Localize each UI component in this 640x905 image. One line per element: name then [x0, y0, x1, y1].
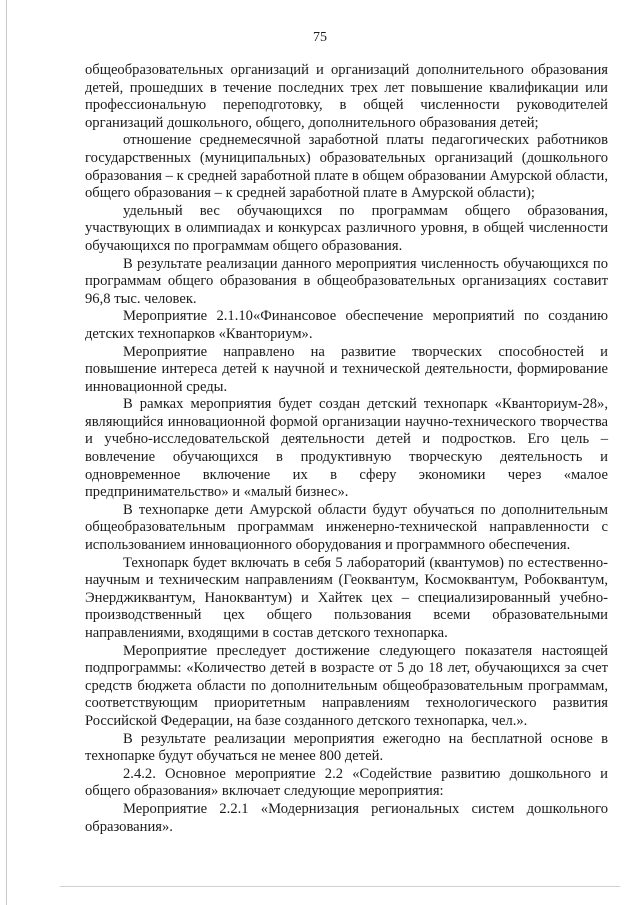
paragraph: В результате реализации мероприятия ежегодно на бесплатной основе в технопарке будут обучаться не менее 800 детей.: [85, 730, 608, 765]
paragraph: общеобразовательных организаций и организаций дополнительного образования детей, прошедших в течение последних трех лет повышение квалификации или профессиональную переподготовку, в общей численности руководителей организаций дошкольного, общего, дополнительного образования детей;: [85, 62, 608, 131]
document-body: [85, 62, 608, 836]
paragraph: В технопарке дети Амурской области будут обучаться по дополнительным общеобразовательным программам инженерно-технической направленности с использованием инновационного оборудования и программного обеспечения.: [85, 501, 608, 554]
paragraph: В результате реализации данного мероприятия численность обучающихся по программам общего образования в общеобразовательных организациях составит 96,8 тыс. человек.: [85, 255, 608, 307]
paragraph: 2.4.2. Основное мероприятие 2.2 «Содействие развитию дошкольного и общего образования» включает следующие мероприятия:: [85, 765, 608, 800]
paragraph: Мероприятие направлено на развитие творческих способностей и повышение интереса детей к научной и технической деятельности, формирование инновационной среды.: [85, 343, 608, 395]
paragraph: Мероприятие 2.1.10«Финансовое обеспечение мероприятий по созданию детских технопарков «Кванториум».: [85, 308, 608, 342]
paragraph: Мероприятие преследует достижение следующего показателя настоящей подпрограммы: «Количество детей в возрасте от 5 до 18 лет, обучающихся за счет средств бюджета области по дополнительным общеобразовательным программам, соответствующим приоритетным направлениям технологического развития Российской Федерации, на базе созданного детского технопарка, чел.».: [85, 642, 608, 729]
scan-bottom-edge-line: [60, 886, 620, 887]
page-number: 75: [313, 30, 327, 45]
paragraph: удельный вес обучающихся по программам общего образования, участвующих в олимпиадах и конкурсах различного уровня, в общей численности обучающихся по программам общего образования.: [85, 202, 608, 254]
scan-left-edge-line: [6, 0, 7, 905]
paragraph: отношение среднемесячной заработной платы педагогических работников государственных (муниципальных) образовательных организаций (дошкольного образования – к средней заработной плате в общем образовании Амурской области, общего образования – к средней заработной плате в Амурской области);: [85, 132, 608, 202]
paragraph: В рамках мероприятия будет создан детский технопарк «Кванториум-28», являющийся инновационной формой организации научно-технического творчества и учебно-исследовательской деятельности детей и подростков. Его цель – вовлечение обучающихся в продуктивную творческую деятельность и одновременное включение их в сферу экономики через «малое предпринимательство» и «малый бизнес».: [85, 396, 608, 501]
paragraph: Технопарк будет включать в себя 5 лабораторий (квантумов) по естественно-научным и техническим направлениям (Геоквантум, Космоквантум, Робоквантум, Энерджиквантум, Наноквантум) и Хайтек цех – специализированный учебно-производственный цех общего пользования всеми образовательными направлениями, входящими в состав детского технопарка.: [85, 554, 608, 641]
paragraph: Мероприятие 2.2.1 «Модернизация региональных систем дошкольного образования».: [85, 800, 608, 835]
